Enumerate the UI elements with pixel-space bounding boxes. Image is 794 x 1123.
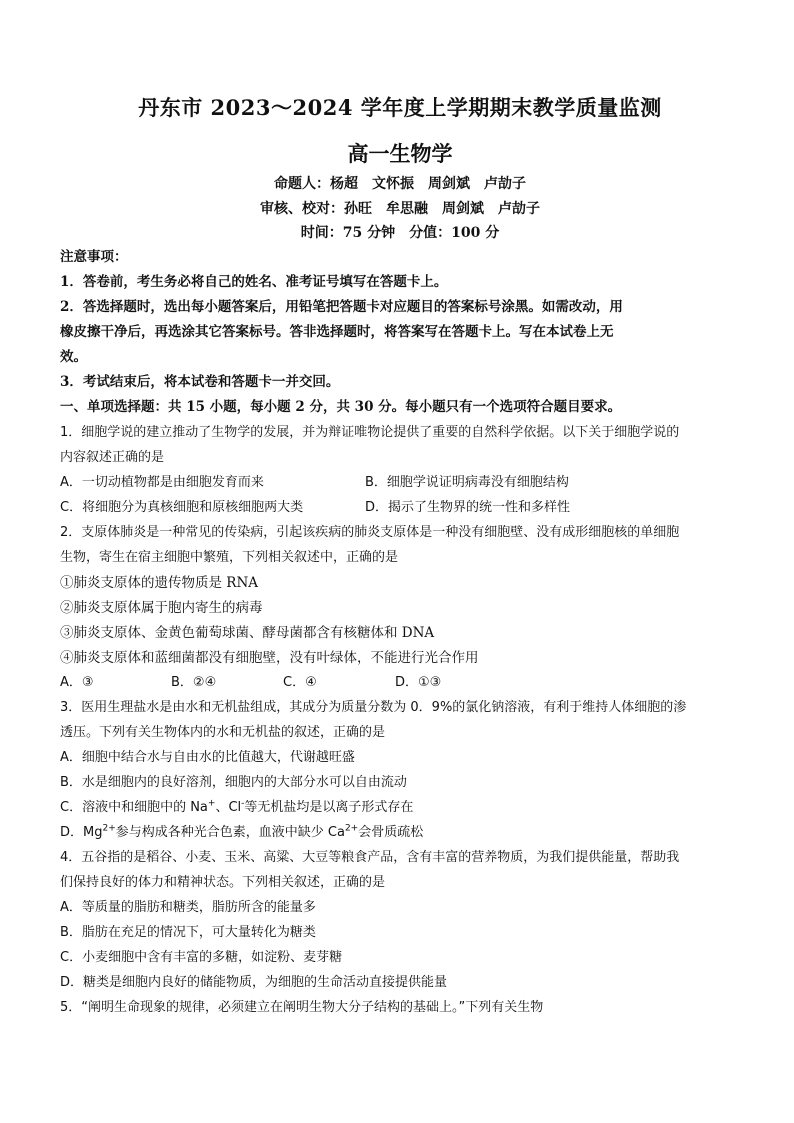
q4-option-d: D．糖类是细胞内良好的储能物质，为细胞的生命活动直接提供能量 bbox=[60, 975, 448, 990]
q2-option-c: C．④ bbox=[283, 675, 317, 690]
q3-option-a: A．细胞中结合水与自由水的比值越大，代谢越旺盛 bbox=[60, 750, 355, 765]
q1-stem-line-1: 1．细胞学说的建立推动了生物学的发展，并为辩证唯物论提供了重要的自然科学依据。以下关于细胞学说的 bbox=[60, 425, 680, 440]
q3-option-d-text-2: 参与构成各种光合色素，血液中缺少 Ca bbox=[115, 825, 345, 840]
q1-options-ab bbox=[60, 473, 740, 493]
q3-option-c bbox=[60, 798, 740, 818]
q4-option-b: B．脂肪在充足的情况下，可大量转化为糖类 bbox=[60, 925, 316, 940]
q1-option-d: D．揭示了生物界的统一性和多样性 bbox=[365, 500, 571, 515]
q1-options-cd bbox=[60, 498, 740, 518]
q1-option-c: C．将细胞分为真核细胞和原核细胞两大类 bbox=[60, 500, 304, 515]
q2-option-d: D．①③ bbox=[395, 675, 442, 690]
q4-stem-line-2: 们保持良好的体力和精神状态。下列相关叙述，正确的是 bbox=[60, 875, 386, 890]
exam-subject: 高一生物学 bbox=[347, 141, 453, 166]
q3-option-d-text-3: 会骨质疏松 bbox=[358, 825, 424, 840]
exam-title: 丹东市 2023～2024 学年度上学期期末教学质量监测 bbox=[138, 95, 662, 120]
q3-stem-line-1: 3．医用生理盐水是由水和无机盐组成，其成分为质量分数为 0．9%的氯化钠溶液，有利于维持人体细胞的渗 bbox=[60, 700, 687, 715]
q2-statement-4: ④肺炎支原体和蓝细菌都没有细胞壁，没有叶绿体，不能进行光合作用 bbox=[60, 650, 479, 666]
q3-option-c-text-2: 、Cl bbox=[215, 800, 242, 815]
q4-option-c: C．小麦细胞中含有丰富的多糖，如淀粉、麦芽糖 bbox=[60, 950, 343, 965]
q2-statement-1: ①肺炎支原体的遗传物质是 RNA bbox=[60, 575, 259, 591]
section-1-heading: 一、单项选择题：共 15 小题，每小题 2 分，共 30 分。每小题只有一个选项符合题目要求。 bbox=[60, 399, 622, 415]
notice-item-1: 1．答卷前，考生务必将自己的姓名、准考证号填写在答题卡上。 bbox=[60, 274, 448, 290]
q1-option-a: A．一切动植物都是由细胞发育而来 bbox=[60, 475, 264, 490]
notice-item-2-line-1: 2．答选择题时，选出每小题答案后，用铅笔把答题卡对应题目的答案标号涂黑。如需改动，用 bbox=[60, 299, 623, 315]
cl-charge: - bbox=[241, 798, 245, 809]
q3-option-d-text-1: D．Mg bbox=[60, 825, 103, 840]
exam-authors: 命题人：杨超 文怀振 周剑斌 卢劼子 bbox=[274, 176, 526, 192]
q2-option-a: A．③ bbox=[60, 675, 94, 690]
q2-statement-3: ③肺炎支原体、金黄色葡萄球菌、酵母菌都含有核糖体和 DNA bbox=[60, 625, 435, 641]
q5-stem-line-1: 5．“阐明生命现象的规律，必须建立在阐明生物大分子结构的基础上。”下列有关生物 bbox=[60, 1000, 544, 1015]
na-charge: + bbox=[207, 798, 216, 809]
exam-time-score: 时间：75 分钟 分值：100 分 bbox=[300, 225, 500, 241]
notice-item-2-line-3: 效。 bbox=[60, 349, 87, 365]
q1-stem-line-2: 内容叙述正确的是 bbox=[60, 450, 165, 465]
q3-option-b: B．水是细胞内的良好溶剂，细胞内的大部分水可以自由流动 bbox=[60, 775, 407, 790]
q2-option-b: B．②④ bbox=[171, 675, 217, 690]
q3-option-c-text-1: C．溶液中和细胞中的 Na bbox=[60, 800, 208, 815]
notice-heading: 注意事项： bbox=[60, 249, 128, 265]
q4-stem-line-1: 4．五谷指的是稻谷、小麦、玉米、高粱、大豆等粮食产品，含有丰富的营养物质，为我们提供能量，帮助我 bbox=[60, 850, 680, 865]
q2-statement-2: ②肺炎支原体属于胞内寄生的病毒 bbox=[60, 600, 263, 616]
q2-stem-line-1: 2．支原体肺炎是一种常见的传染病，引起该疾病的肺炎支原体是一种没有细胞壁、没有成形细胞核的单细胞 bbox=[60, 525, 680, 540]
mg-charge: 2+ bbox=[102, 823, 116, 834]
q3-option-d bbox=[60, 823, 740, 843]
q1-option-b: B．细胞学说证明病毒没有细胞结构 bbox=[365, 475, 569, 490]
ca-charge: 2+ bbox=[344, 823, 359, 834]
q3-option-c-text-3: 等无机盐均是以离子形式存在 bbox=[244, 800, 414, 815]
q2-stem-line-2: 生物，寄生在宿主细胞中繁殖，下列相关叙述中，正确的是 bbox=[60, 550, 399, 565]
exam-reviewers: 审核、校对：孙旺 牟思融 周剑斌 卢劼子 bbox=[260, 201, 540, 217]
q2-options bbox=[60, 673, 740, 693]
q3-stem-line-2: 透压。下列有关生物体内的水和无机盐的叙述，正确的是 bbox=[60, 725, 386, 740]
notice-item-3: 3．考试结束后，将本试卷和答题卡一并交回。 bbox=[60, 374, 340, 390]
notice-item-2-line-2: 橡皮擦干净后，再选涂其它答案标号。答非选择题时，将答案写在答题卡上。写在本试卷上无 bbox=[60, 324, 614, 340]
q4-option-a: A．等质量的脂肪和糖类，脂肪所含的能量多 bbox=[60, 900, 316, 915]
